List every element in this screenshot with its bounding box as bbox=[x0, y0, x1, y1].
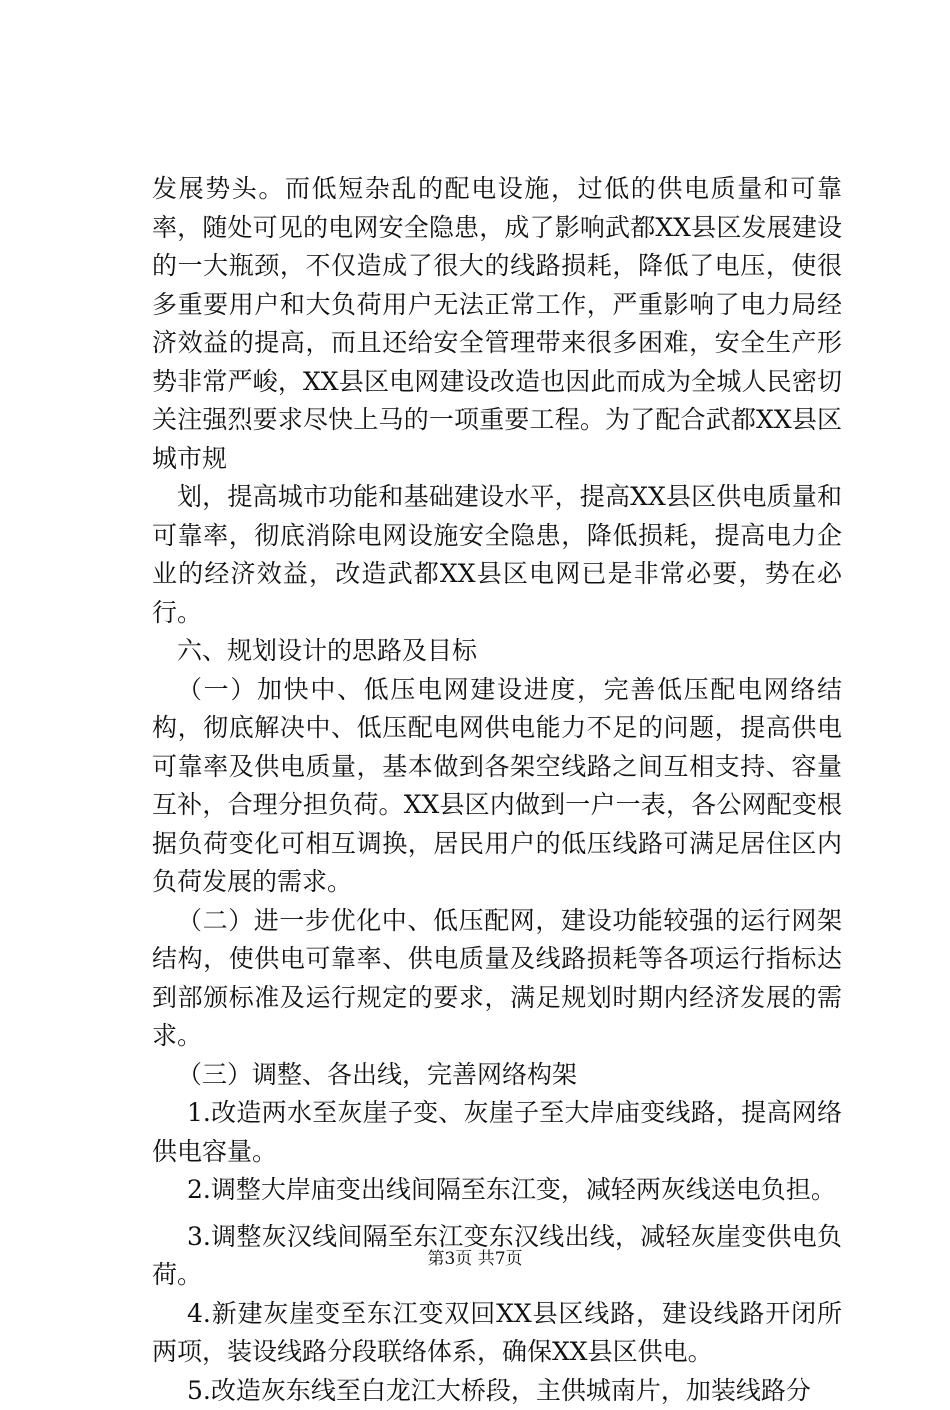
list-item-1: 1.改造两水至灰崖子变、灰崖子至大岸庙变线路，提高网络供电容量。 bbox=[152, 1094, 842, 1171]
list-item-4: 4.新建灰崖变至东江变双回XX县区线路，建设线路开闭所两项，装设线路分段联络体系，确保XX县区供电。 bbox=[152, 1295, 842, 1372]
list-item-3: 3.调整灰汉线间隔至东江变东汉线出线，减轻灰崖变供电负荷。 bbox=[152, 1218, 842, 1295]
sub-heading-3: （三）调整、各出线，完善网络构架 bbox=[152, 1056, 842, 1095]
paragraph-item-1: （一）加快中、低压电网建设进度，完善低压配电网络结构，彻底解决中、低压配电网供电能力不足的问题，提高供电可靠率及供电质量，基本做到各架空线路之间互相支持、容量互补，合理分担负荷。XX县区内做到一户一表，各公网配变根据负荷变化可相互调换，居民用户的低压线路可满足居住区内负荷发展的需求。 bbox=[152, 671, 842, 902]
document-body bbox=[152, 170, 842, 1410]
paragraph-item-2: （二）进一步优化中、低压配网，建设功能较强的运行网架结构，使供电可靠率、供电质量及线路损耗等各项运行指标达到部颁标准及运行规定的要求，满足规划时期内经济发展的需求。 bbox=[152, 902, 842, 1056]
section-heading-6: 六、规划设计的思路及目标 bbox=[152, 632, 842, 671]
page-number-footer: 第3页 共7页 bbox=[0, 1244, 950, 1269]
paragraph-planning: 划，提高城市功能和基础建设水平，提高XX县区供电质量和可靠率，彻底消除电网设施安全隐患，降低损耗，提高电力企业的经济效益，改造武都XX县区电网已是非常必要，势在必行。 bbox=[152, 478, 842, 632]
list-item-5: 5.改造灰东线至白龙江大桥段，主供城南片，加装线路分 bbox=[152, 1372, 842, 1410]
list-item-2: 2.调整大岸庙变出线间隔至东江变，减轻两灰线送电负担。 bbox=[152, 1171, 842, 1210]
paragraph-continuation: 发展势头。而低短杂乱的配电设施，过低的供电质量和可靠率，随处可见的电网安全隐患，成了影响武都XX县区发展建设的一大瓶颈，不仅造成了很大的线路损耗，降低了电压，使很多重要用户和大负荷用户无法正常工作，严重影响了电力局经济效益的提高，而且还给安全管理带来很多困难，安全生产形势非常严峻，XX县区电网建设改造也因此而成为全城人民密切关注强烈要求尽快上马的一项重要工程。为了配合武都XX县区城市规 bbox=[152, 170, 842, 478]
